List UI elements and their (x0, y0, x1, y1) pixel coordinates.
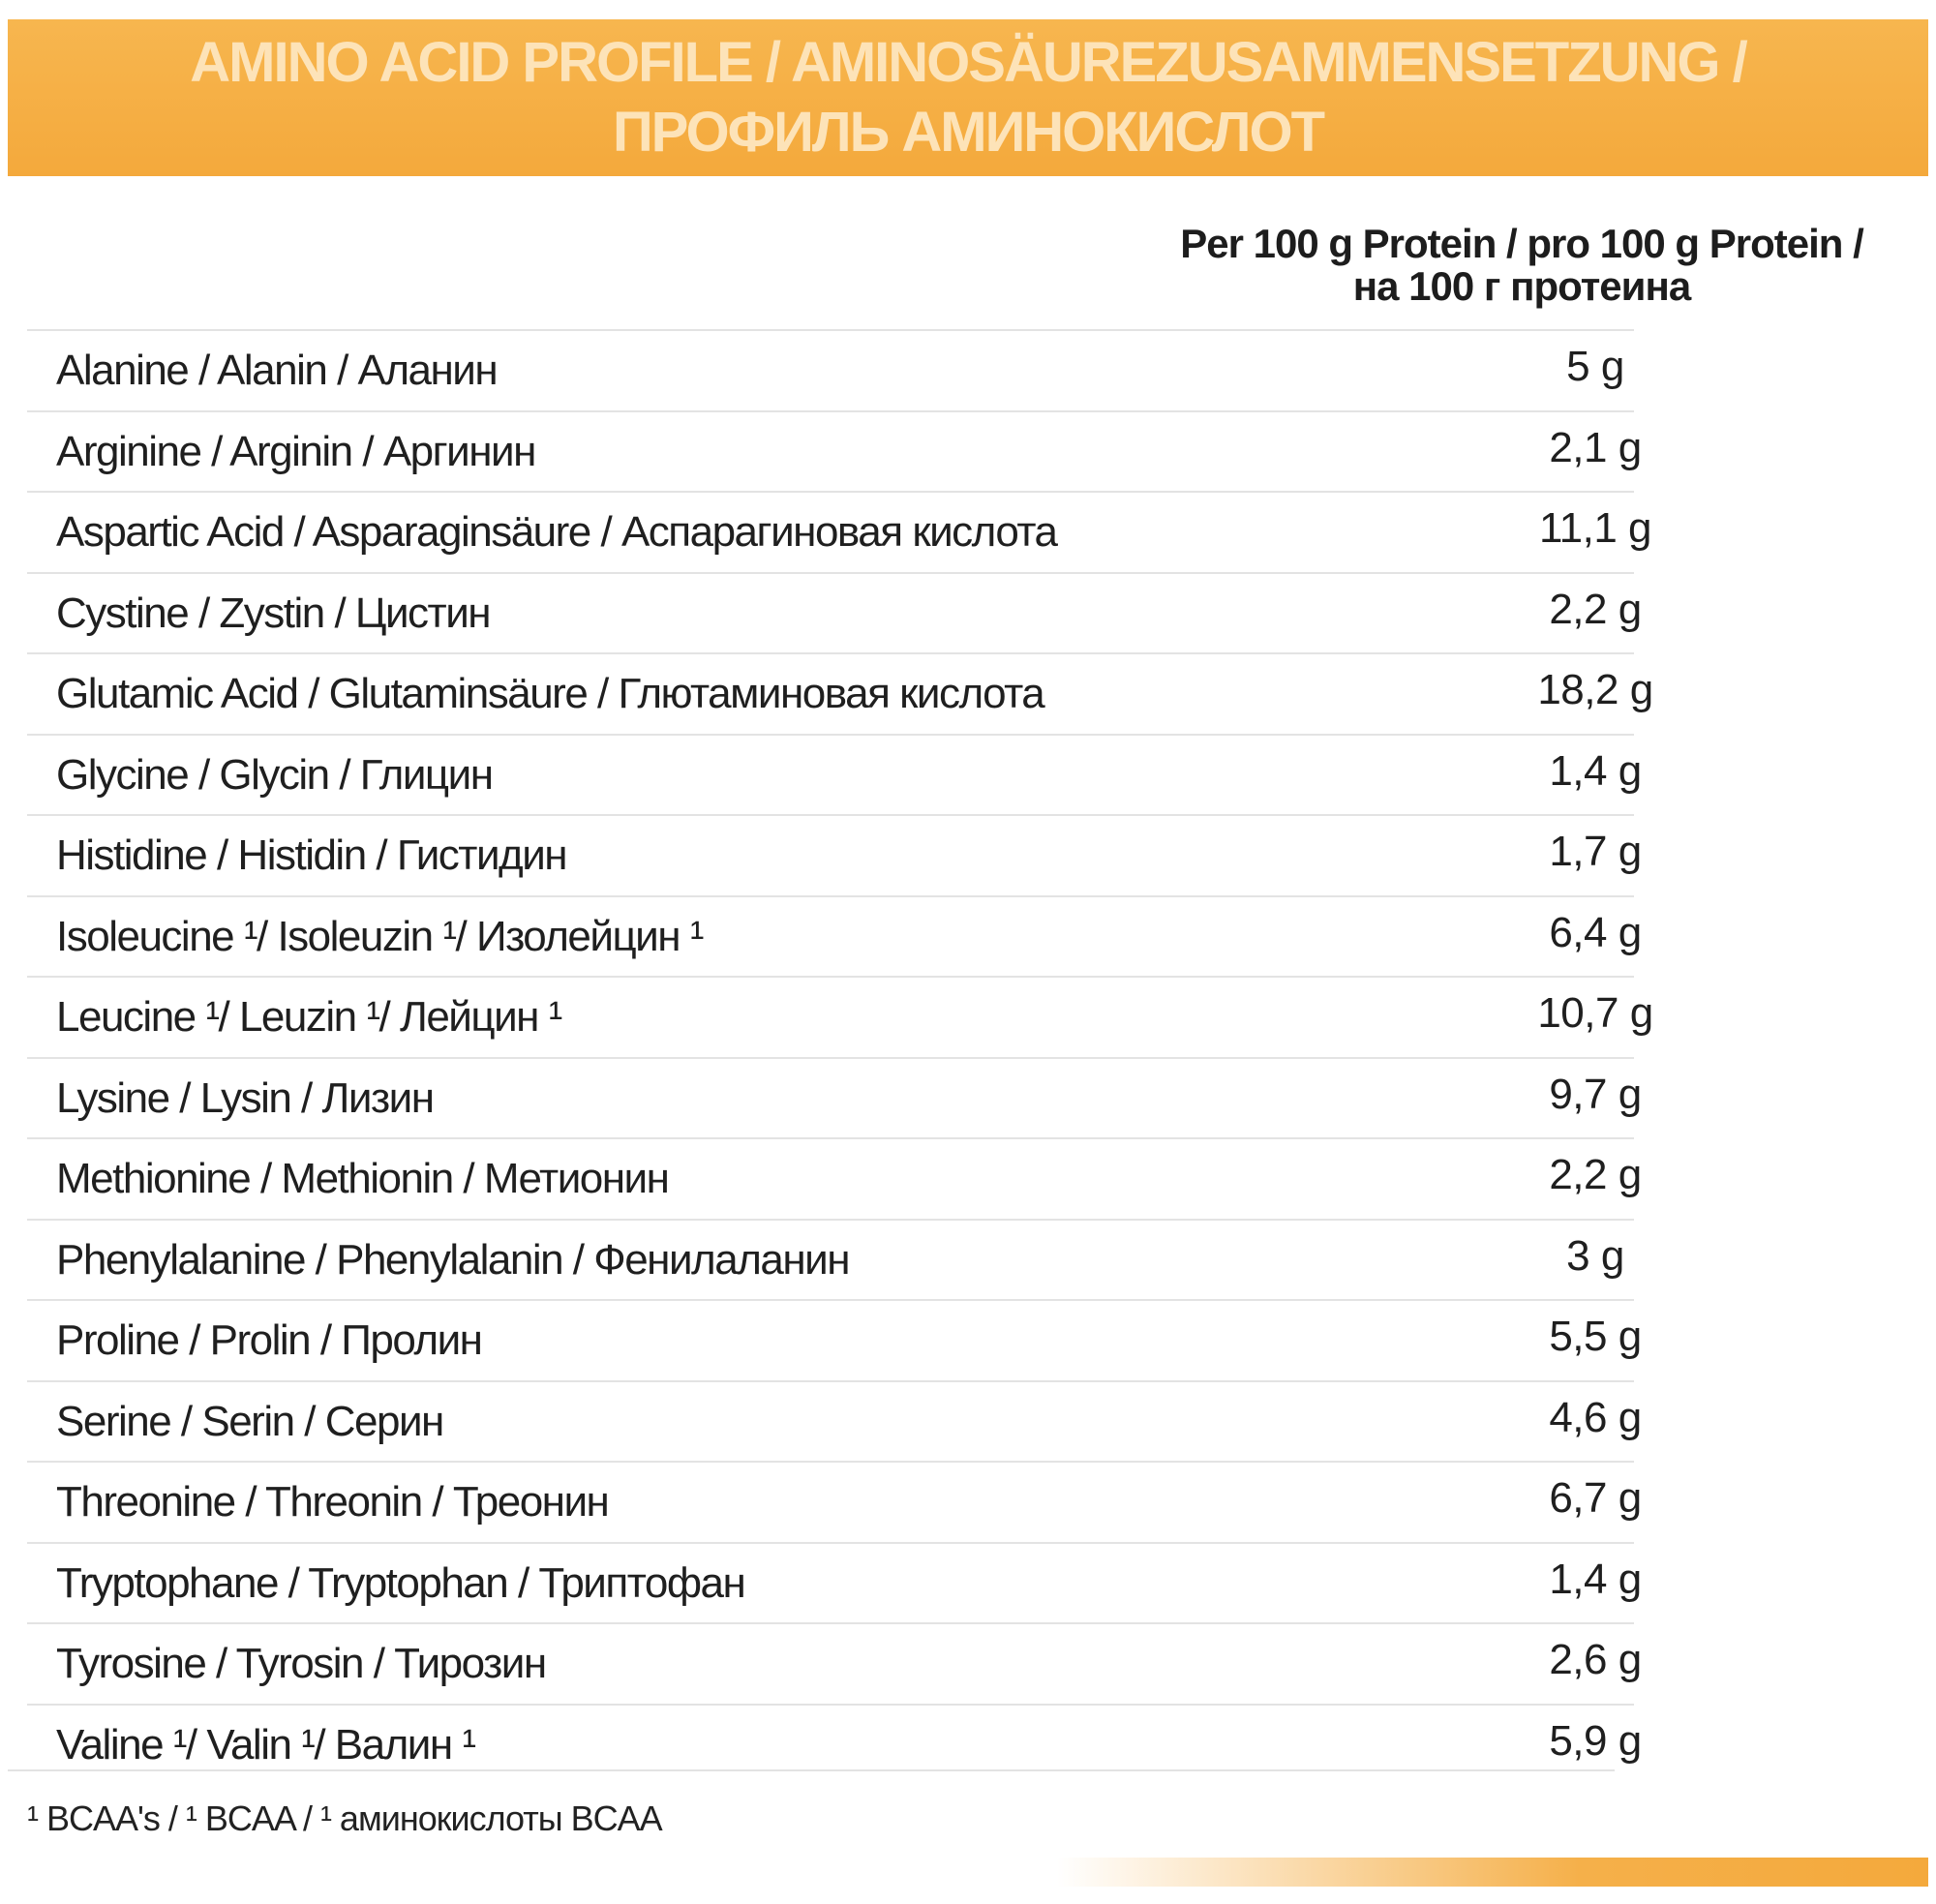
amino-acid-value: 1,7 g (1549, 828, 1642, 875)
amino-acid-name: Valine ¹/ Valin ¹/ Валин ¹ (56, 1720, 475, 1768)
table-row (27, 1622, 1642, 1704)
amino-acid-name: Histidine / Histidin / Гистидин (56, 831, 567, 879)
amino-acid-name: Arginine / Arginin / Аргинин (56, 427, 535, 475)
amino-acid-value: 1,4 g (1549, 746, 1642, 795)
amino-acid-name: Aspartic Acid / Asparaginsäure / Аспарагиновая кислота (56, 508, 1057, 556)
column-header-line-1: Per 100 g Protein / pro 100 g Protein / (1180, 221, 1863, 266)
table-row (27, 572, 1642, 653)
amino-acid-name: Cystine / Zystin / Цистин (56, 589, 491, 637)
amino-acid-value: 18,2 g (1537, 666, 1653, 713)
table-row (27, 1057, 1642, 1138)
amino-acid-value: 4,6 g (1549, 1393, 1642, 1441)
bottom-accent-band (1057, 1858, 1928, 1887)
table-row (27, 329, 1634, 410)
amino-acid-table (27, 329, 1653, 1784)
amino-acid-value: 5,9 g (1549, 1716, 1642, 1765)
amino-acid-value: 11,1 g (1538, 504, 1652, 552)
amino-acid-name: Glycine / Glycin / Глицин (56, 750, 493, 799)
table-row (27, 410, 1642, 492)
table-row (27, 652, 1653, 734)
amino-acid-name: Threonine / Threonin / Треонин (56, 1478, 609, 1526)
column-header (1154, 223, 1890, 308)
amino-acid-name: Methionine / Methionin / Метионин (56, 1155, 669, 1202)
table-row (27, 895, 1642, 977)
table-row (27, 1461, 1642, 1542)
amino-acid-name: Phenylalanine / Phenylalanin / Фенилаланин (56, 1235, 850, 1284)
amino-acid-name: Proline / Prolin / Пролин (56, 1316, 482, 1364)
amino-acid-name: Tryptophane / Tryptophan / Триптофан (56, 1558, 745, 1607)
amino-acid-name: Glutamic Acid / Glutaminsäure / Глютаминовая кислота (56, 670, 1044, 717)
header-title-line-1: AMINO ACID PROFILE / AMINOSÄUREZUSAMMENSETZUNG / (190, 31, 1746, 94)
table-row (27, 976, 1653, 1057)
amino-acid-value: 3 g (1566, 1231, 1624, 1280)
amino-acid-value: 2,2 g (1549, 585, 1642, 633)
table-row (27, 1542, 1642, 1623)
amino-acid-value: 1,4 g (1549, 1555, 1642, 1603)
table-row (27, 814, 1642, 895)
amino-acid-name: Lysine / Lysin / Лизин (56, 1073, 434, 1122)
amino-acid-value: 2,1 g (1549, 423, 1642, 471)
table-row (27, 734, 1642, 815)
amino-acid-value: 9,7 g (1549, 1070, 1642, 1118)
header-title-line-2: ПРОФИЛЬ АМИНОКИСЛОТ (612, 101, 1324, 164)
table-row (27, 1219, 1634, 1300)
amino-acid-value: 5 g (1566, 343, 1624, 390)
amino-acid-value: 2,2 g (1549, 1151, 1642, 1198)
amino-acid-value: 5,5 g (1549, 1313, 1642, 1360)
amino-acid-name: Isoleucine ¹/ Isoleuzin ¹/ Изолейцин ¹ (56, 912, 703, 960)
amino-acid-label (8, 19, 1928, 1888)
amino-acid-name: Leucine ¹/ Leuzin ¹/ Лейцин ¹ (56, 993, 561, 1041)
footnote: ¹ BCAA's / ¹ BCAA / ¹ аминокислоты BCAA (27, 1798, 662, 1838)
table-row (27, 1704, 1642, 1785)
amino-acid-name: Serine / Serin / Серин (56, 1397, 443, 1445)
table-row (27, 1299, 1642, 1380)
table-row (27, 1380, 1642, 1462)
amino-acid-value: 6,4 g (1549, 908, 1642, 956)
table-row (27, 1137, 1642, 1219)
amino-acid-value: 6,7 g (1549, 1474, 1642, 1522)
amino-acid-name: Tyrosine / Tyrosin / Тирозин (56, 1640, 546, 1687)
footnote-divider (8, 1769, 1615, 1771)
amino-acid-name: Alanine / Alanin / Аланин (56, 347, 498, 394)
amino-acid-value: 2,6 g (1549, 1636, 1642, 1683)
amino-acid-value: 10,7 g (1537, 989, 1653, 1037)
column-header-line-2: на 100 г протеина (1352, 263, 1691, 309)
table-row (27, 491, 1652, 572)
header-band (8, 19, 1928, 176)
